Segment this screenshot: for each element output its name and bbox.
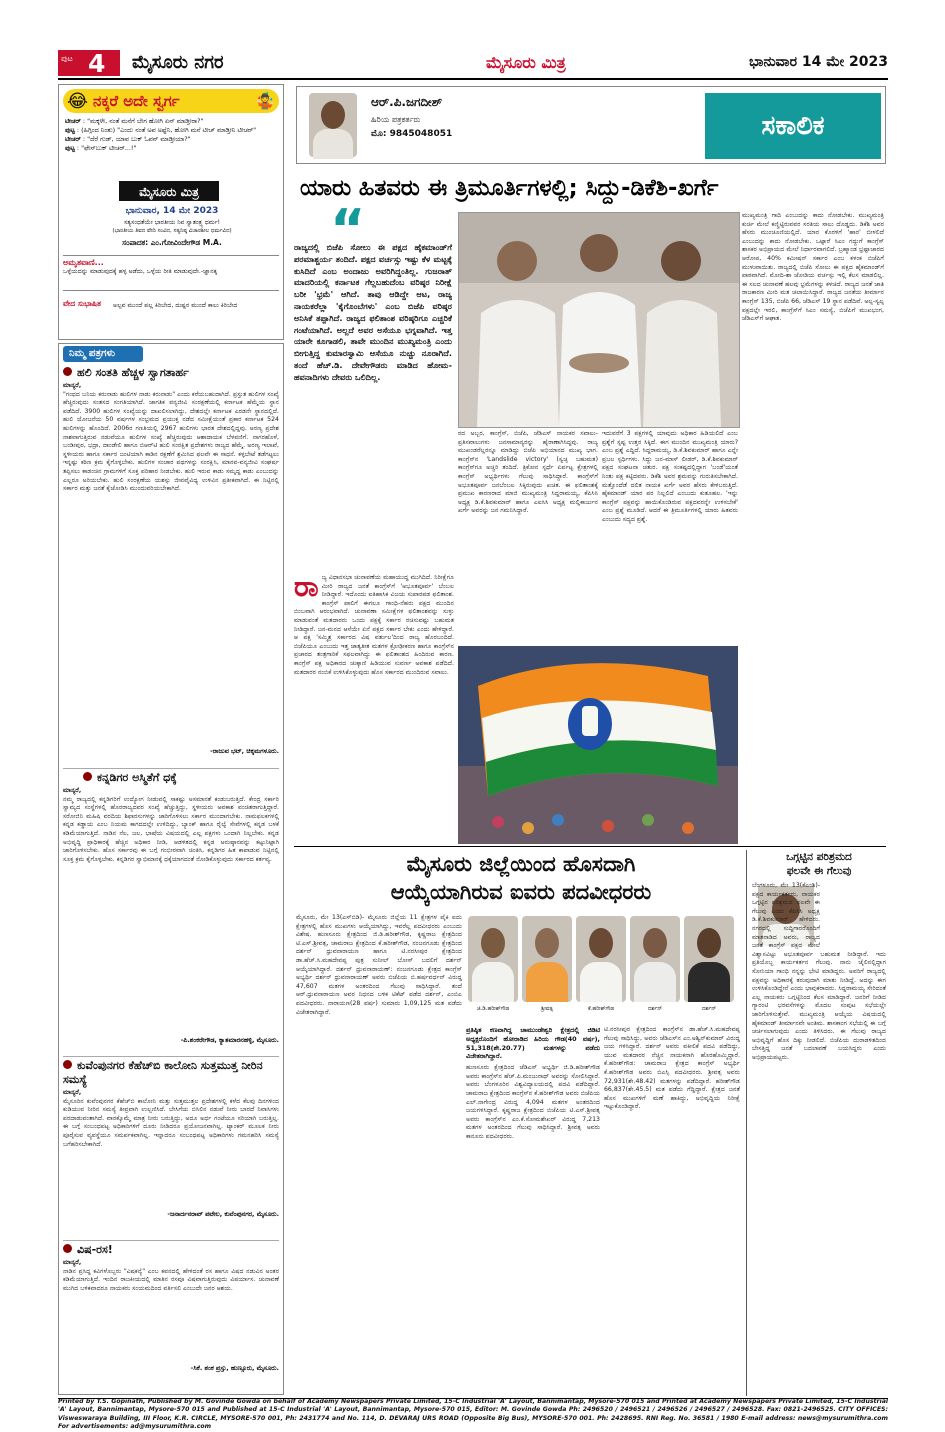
letter <box>63 1056 279 1236</box>
mini-masthead <box>119 181 219 201</box>
dks-headline-line2: ಫಲವೇ ಈ ಗೆಲುವು <box>786 865 852 877</box>
winner-name: ಶ್ರೀವತ್ಸ <box>541 1006 553 1012</box>
letter-signature: -ಪಿ.ಶಂಕರೇಗೌಡ, ಕ್ಯಾತಮಾರನಹಳ್ಳಿ, ಮೈಸೂರು. <box>180 1035 279 1044</box>
dks-story <box>752 850 886 1394</box>
winner-photo <box>522 916 572 1002</box>
election-col1: ಮೈಸೂರು, ಮೇ 13(ಎಸ್‌ಬಿಡಿ)- ಮೈಸೂರು ಜಿಲ್ಲೆಯ 11 ಕ್ಷೇತ್ರಗಳ ಪೈಕಿ ಐದು ಕ್ಷೇತ್ರಗಳಲ್ಲಿ ಹೊಸ ಮುಖಗಳು ಆಯ್ಕೆಯಾಗಿದ್ದು, ಇವರೆಲ್ಲ ಪದವೀಧರರು ಎಂಬುದು ವಿಶೇಷ. ಹುಣಸೂರು ಕ್ಷೇತ್ರದಿಂದ ಜಿ.ಡಿ.ಹರೀಶ್‌ಗೌಡ, ಕೃಷ್ಣರಾಜ ಕ್ಷೇತ್ರದಿಂದ ಟಿ.ಎಸ್.ಶ್ರೀವತ್ಸ, ಚಾಮರಾಜ ಕ್ಷೇತ್ರದಿಂದ ಕೆ.ಹರೀಶ್‌ಗೌಡ, ನಂಜನಗೂಡು ಕ್ಷೇತ್ರದಿಂದ ದರ್ಶನ್ ಧ್ರುವನಾರಾಯಣ ಹಾಗೂ ಟಿ.ನರಸೀಪುರ ಕ್ಷೇತ್ರದಿಂದ ಡಾ.ಹೆಚ್.ಸಿ.ಮಹದೇವಪ್ಪ ಪುತ್ರ ಸುನೀಲ್ ಬೋಸ್ ಬದಲಿಗೆ ದರ್ಶನ್ ಆಯ್ಕೆಯಾಗಿದ್ದಾರೆ. ದರ್ಶನ್ ಧ್ರುವನಾರಾಯಣ್: ನಂಜನಗೂಡು ಕ್ಷೇತ್ರದ ಕಾಂಗ್ರೆಸ್ ಅಭ್ಯರ್ಥಿ ದರ್ಶನ್ ಧ್ರುವನಾರಾಯಣ್ ಅವರು ಬಿಜೆಪಿಯ ಬಿ.ಹರ್ಷವರ್ಧನ್ ವಿರುದ್ಧ 47,607 ಮತಗಳ ಅಂತರದಿಂದ ಗೆಲುವು ಸಾಧಿಸಿದ್ದಾರೆ. ತಂದೆ ಆರ್.ಧ್ರುವನಾರಾಯಣ ಅವರ ನಿಧನದ ಬಳಿಕ ಟಿಕೆಟ್ ಪಡೆದ ದರ್ಶನ್, ಎಂಬಿಎ ಪದವೀಧರರು. ನಾರಾಯಣ(28 ವರ್ಷ) ಸುಮಾರು 1,09,125 ಮತ ಪಡೆದು ವಿಜೇತರಾಗಿದ್ದಾರೆ. <box>296 914 462 1016</box>
page-number-box <box>58 50 120 76</box>
lead-text: ರಾಜ್ಯದಲ್ಲಿ ಬಿಜೆಪಿ ಸೋಲು ಈ ಪಕ್ಷದ ಹೈಕಮಾಂಡ್‌ಗೆ ಪರಮಾಶ್ಚರ್ಯ ತಂದಿದೆ. ಪಕ್ಷದ ವರ್ಚಸ್ಸು ಇಷ್ಟು ಕೆಳ ಮಟ್ಟಕ್ಕೆ ಕುಸಿದಿದೆ ಎಂಬ ಅಂದಾಜು ಅವರಿಗಿದ್ದಂತಿಲ್ಲ. ಗುಜರಾತ್ ಮಾದರಿಯಲ್ಲಿ ಕರ್ನಾಟಕ ಗೆಲ್ಲಬಹುದೆಂಬ ವರಿಷ್ಠರ ನಿರೀಕ್ಷೆ ಬರೀ 'ಭ್ರಮೆ' ಆಗಿದೆ. ತಾವು ಆಡಿದ್ದೇ ಆಟ, ರಾಜ್ಯ ನಾಯಕರೆಲ್ಲಾ 'ಕೈಗೊಂಬೆಗಳು' ಎಂಬ ಬಿಜೆಪಿ ವರಿಷ್ಠರ ಅನಿಸಿಕೆ ತಪ್ಪಾಗಿದೆ. ರಾಜ್ಯದ ಫಲಿತಾಂಶ ವರಿಷ್ಠರಿಗೂ ಎಚ್ಚರಿಕೆ ಗಂಟೆಯಾಗಿದೆ. ಅಲ್ಲದೆ ಅವರ ಅಸೆಯೂ ಭಗ್ನವಾಗಿದೆ. ಇತ್ತ ಯಾರೇ ಕೂಗಾಡಲಿ, ತಾವೇ ಮುಂದಿನ ಮುಖ್ಯಮಂತ್ರಿ ಎಂದು ಬೀಗುತ್ತಿದ್ದ ಕುಮಾರಸ್ವಾಮಿ ಆಸೆಯೂ ನುಚ್ಚು ನೂರಾಗಿದೆ. ತಂದೆ ಹೆಚ್.ಡಿ. ದೇವೇಗೌಡರು ಮಾಡಿದ ಹೋಮ-ಹವನಾದಿಗಳು ದೇವರು ಒಲಿದಿಲ್ಲ. <box>294 242 452 382</box>
mini-line1: ಸತ್ಯಸಂಧತೆಯೇ ಭಾರತೀಯ ನಿವ ಸ್ವಾತಂತ್ರ್ಯ ಧರ್ಮ! <box>123 219 221 226</box>
letter-body: "ಗಂಧದ ಬನಿಯ ಕರುನಾಡು ಹುಲಿಗಳ ನಾಡು ಕರುನಾಡು" ಎಂದು ಕರೆಯಬಹುದಾಗಿದೆ. ಪ್ರಸ್ತುತ ಹುಲಿಗಳ ಸಂಖ್ಯೆ ಹೆಚ್ಚಿರುವುದು ಸಂತಸದ ಸಂಗತಿಯಾಗಿದೆ. ಜಾಗತಿಕ ವನ್ಯಜೀವಿ ಸಂರಕ್ಷಣೆಯಲ್ಲಿ ಕರ್ನಾಟಕ ಹೆಮ್ಮೆಯ ಸ್ಥಾನ ಪಡೆದಿದೆ. 3900 ಹುಲಿಗಳ ಸಂಖ್ಯೆಯನ್ನು ದಾಖಲಿಸಲಾಗಿದ್ದು, ದೇಶದಲ್ಲೇ ಕರ್ನಾಟಕ ಎರಡನೇ ಸ್ಥಾನದಲ್ಲಿದೆ. ಹುಲಿ ಯೋಜನೆಯ 50 ವರ್ಷಗಳ ಸಂಭ್ರಮದ ಪ್ರಯುಕ್ತ ನಡೆದ ಸಮೀಕ್ಷೆಯಂತೆ ಪ್ರಕಾರ ಕರ್ನಾಟಕ 524 ಹುಲಿಗಳನ್ನು ಹೊಂದಿದೆ. 2006ರ ಗಣತಿಯಲ್ಲಿ 2967 ಹುಲಿಗಳು ಭಾರತ ದೇಶದಲ್ಲಿದ್ದವು. ಅರಣ್ಯ ಪ್ರದೇಶ ನಾಶವಾಗುತ್ತಿರುವ ನಡುವೆಯೂ ಹುಲಿಗಳ ಸಂಖ್ಯೆ ಹೆಚ್ಚಿರುವುದು ಆಶಾದಾಯಕ ಬೆಳವಣಿಗೆ. ನಾಗರಹೊಳೆ, ಬಂಡೀಪುರ, ಭದ್ರಾ, ದಾಂಡೇಲಿ ಹಾಗೂ ಬಿಆರ್‌ಟಿ ಹುಲಿ ಸಂರಕ್ಷಿತ ಪ್ರದೇಶಗಳು ರಾಜ್ಯದ ಹೆಮ್ಮೆ. ಅರಣ್ಯ ಇಲಾಖೆ, ಸ್ಥಳೀಯರು ಹಾಗೂ ಸರ್ಕಾರ ಜಂಟಿಯಾಗಿ ಕಾಡಿನ ರಕ್ಷಣೆಗೆ ಶ್ರಮಿಸಿದ ಫಲವೇ ಈ ಸಾಧನೆ. ಕಳ್ಳಬೇಟೆ ತಡೆಗಟ್ಟಲು ಇನ್ನಷ್ಟು ಕಠಿಣ ಕ್ರಮ ಕೈಗೊಳ್ಳಬೇಕು. ಹುಲಿಗಳ ಸಂಚಾರ ಪಥಗಳನ್ನು ಸಂರಕ್ಷಿಸಿ, ಮಾನವ-ವನ್ಯಜೀವಿ ಸಂಘರ್ಷ ತಪ್ಪಿಸಲು ಕಾಡಂಚಿನ ಗ್ರಾಮಗಳಿಗೆ ಸೂಕ್ತ ಪರಿಹಾರ ನೀಡಬೇಕು. ಹುಲಿ ಇರುವ ಕಾಡು ಸಮೃದ್ಧ ಕಾಡು ಎಂಬುದನ್ನು ಎಲ್ಲರೂ ಅರಿಯಬೇಕು. ಹುಲಿ ಸಂರಕ್ಷಣೆಯ ಯಶಸ್ಸು ಜೀವವೈವಿಧ್ಯ ಉಳಿವಿನ ಪ್ರತೀಕವಾಗಿದೆ. ಈ ನಿಟ್ಟಿನಲ್ಲಿ ಸರ್ಕಾರ ಮತ್ತು ಜನತೆ ಕೈಜೋಡಿಸಿ ಮುಂದುವರಿಯಬೇಕಾಗಿದೆ. <box>63 390 279 493</box>
editorial-headline: ಯಾರು ಹಿತವರು ಈ ತ್ರಿಮೂರ್ತಿಗಳಲ್ಲಿ; ಸಿದ್ದು-ಡಿಕೆಶಿ-ಖರ್ಗೆ <box>300 175 719 201</box>
letter-body: ನಮ್ಮ ರಾಜ್ಯದಲ್ಲಿ ಕನ್ನಡಿಗರಿಗೆ ಉದ್ಯೋಗ ನೀಡುವಲ್ಲಿ ಸಾಕಷ್ಟು ಅಸಮಾನತೆ ಕಂಡುಬರುತ್ತಿದೆ. ಕೇಂದ್ರ ಸರ್ಕಾರಿ ಸ್ವಾಮ್ಯದ ಸಂಸ್ಥೆಗಳಲ್ಲಿ ಹೊರರಾಜ್ಯದವರ ಸಂಖ್ಯೆ ಹೆಚ್ಚುತ್ತಿದ್ದು, ಸ್ಥಳೀಯರು ಅವಕಾಶ ವಂಚಿತರಾಗುತ್ತಿದ್ದಾರೆ. ಸರೋಜಿನಿ ಮಹಿಷಿ ವರದಿಯ ಶಿಫಾರಸುಗಳನ್ನು ಜಾರಿಗೊಳಿಸಲು ಸರ್ಕಾರ ಮುಂದಾಗಬೇಕು. ನಾಮಫಲಕಗಳಲ್ಲಿ ಕನ್ನಡ ಕಡ್ಡಾಯ ಎಂಬ ನಿಯಮ ಕಾಗದದಲ್ಲೇ ಉಳಿದಿದ್ದು, ಬ್ಯಾಂಕ್ ಹಾಗೂ ರೈಲ್ವೆ ಸೇವೆಗಳಲ್ಲಿ ಕನ್ನಡ ಬಳಕೆ ಕಡಿಮೆಯಾಗುತ್ತಿದೆ. ನಾಡಿನ ನೆಲ, ಜಲ, ಭಾಷೆಯ ವಿಷಯದಲ್ಲಿ ಎಲ್ಲ ಪಕ್ಷಗಳು ಒಂದಾಗಿ ನಿಲ್ಲಬೇಕು. ಕನ್ನಡ ಅಭಿವೃದ್ಧಿ ಪ್ರಾಧಿಕಾರಕ್ಕೆ ಹೆಚ್ಚಿನ ಅಧಿಕಾರ ನೀಡಿ, ಆಡಳಿತದಲ್ಲಿ ಕನ್ನಡ ಅನುಷ್ಠಾನವನ್ನು ಕಟ್ಟುನಿಟ್ಟಾಗಿ ಜಾರಿಗೊಳಿಸಬೇಕು. ಹೊಸ ಸರ್ಕಾರವು ಈ ಬಗ್ಗೆ ಗಂಭೀರವಾಗಿ ಚಿಂತಿಸಿ, ಕನ್ನಡಿಗರ ಹಿತ ಕಾಪಾಡುವ ನಿಟ್ಟಿನಲ್ಲಿ ಸೂಕ್ತ ಕ್ರಮ ಕೈಗೊಳ್ಳಬೇಕು. ಕನ್ನಡಿಗರ ಸ್ವಾಭಿಮಾನಕ್ಕೆ ಧಕ್ಕೆಯಾಗದಂತೆ ನೋಡಿಕೊಳ್ಳುವುದು ಸರ್ಕಾರದ ಕರ್ತವ್ಯ. <box>63 795 279 863</box>
mini-line2: (ಭಾರತೀಯ ತಿವದ ವೇದಿ ಸಂವಿದ, ಸತ್ಯನಿಷ್ಠ ವಿಚಾರಶೀಲ ಧರ್ಮವಿದ) <box>112 228 232 234</box>
letters-heading <box>63 346 143 362</box>
page-label: ಪುಟ <box>61 54 73 63</box>
winner-name: ಕೆ.ಹರೀಶ್‌ಗೌಡ <box>587 1006 615 1012</box>
bullet-icon <box>63 1060 72 1069</box>
veda-box <box>63 297 279 333</box>
election-headline-line1: ಮೈಸೂರು ಜಿಲ್ಲೆಯಿಂದ ಹೊಸದಾಗಿ <box>406 852 636 876</box>
author-name: ಆರ್.ಪಿ.ಜಗದೀಶ್ <box>371 95 443 109</box>
winner-photo <box>576 916 626 1002</box>
letters-section <box>58 343 284 1395</box>
author-photo <box>309 93 357 157</box>
letter-title: ಕನ್ನಡಿಗರ ಅಸ್ಮಿತೆಗೆ ಧಕ್ಕೆ <box>63 771 279 785</box>
bullet-icon <box>63 1244 72 1253</box>
election-col2 <box>466 1026 600 1392</box>
editor-line: ಸಂಪಾದಕ: ಎಂ.ಗೋವಿಂದೇಗೌಡ M.A. <box>122 238 222 247</box>
author-phone: ಮೊ: 9845048051 <box>371 129 453 139</box>
author-role: ಹಿರಿಯ ಪತ್ರಕರ್ತರು <box>371 115 421 124</box>
winner-photo <box>630 916 680 1002</box>
header-rule <box>58 78 888 80</box>
winner-photo <box>468 916 518 1002</box>
editorial-lead <box>290 198 456 570</box>
editorial-col1-text: ಜ್ಯ ವಿಧಾನಸಭಾ ಚುನಾವಣೆಯ ಮಹಾಯುದ್ಧ ಮುಗಿದಿದೆ. ನಿರೀಕ್ಷೆಗೂ ಮೀರಿ ರಾಜ್ಯದ ಜನತೆ ಕಾಂಗ್ರೆಸ್‌ಗೆ 'ಅಭೂತಪೂರ್ವ' ಬೆಂಬಲ ನೀಡಿದ್ದಾರೆ. ಇದೊಂದು ಐತಿಹಾಸಿಕ ವಿಜಯ ಸುಪಾರಪಡ ಫಲಿತಾಂಶ. ಕಾಂಗ್ರೆಸ್ ಪಾಲಿಗೆ ಈಗಲೂ ಗಾಂಧಿ-ನೆಹರು ಪಕ್ಷದ ಮುಂದಿನ ಬಿಂಬವಾಗಿ ಆರಂಭವಾಗಿದೆ. ಚುನಾವಣಾ ಸಮೀಕ್ಷೆಗಳ ಫಲಿತಾಂಶವನ್ನು ಸುಳ್ಳು ಮಾಡುವಂತೆ ಮತದಾರರು ಒಂದು ಪಕ್ಷಕ್ಕೆ ಸರ್ಕಾರ ರಚಿಸುವಷ್ಟು ಬಹುಮತ ನೀಡಿದ್ದಾರೆ. ಜನ-ಮನದ ಆಸೆಯೇ ಏನೆ ಪಕ್ಷದ ಸರ್ಕಾರ ಬೇಕು ಎಂದು ಹೇಳಿದ್ದಾರೆ. ಆ ಪಕ್ಷ 'ಸಮ್ಮಿಶ್ರ ಸರ್ಕಾರದ ವಿಷ ವರ್ತುಲ'ದಿಂದ ರಾಜ್ಯ ಹೊರಬಂದಿದೆ. ಬಿಜೆಪಿಯೂ ಎಂಬುದು ಇತ್ತ ಜಾತ್ಯತೀತ ಮತಗಳ ಕ್ರೋಢೀಕರಣ ಹಾಗೂ ಕಾಂಗ್ರೆಸ್‌ನ ಪ್ರಚಾರದ ತಂತ್ರಗಾರಿಕೆ ಸಫಲವಾಗಿದ್ದು ಈ ಫಲಿತಾಂಶದ ಹಿಂದಿರುವ ಕಾರಣ. ಕಾಂಗ್ರೆಸ್ ಪಕ್ಷ ಅಧಿಕಾರದ ಚುಕ್ಕಾಣಿ ಹಿಡಿಯುವ ಸುವರ್ಣ ಅವಕಾಶ ಪಡೆದಿದೆ. ಮತದಾರರ ನಂಬಿಕೆ ಉಳಿಸಿಕೊಳ್ಳುವುದು ಹೊಸ ಸರ್ಕಾರದ ಮುಂದಿರುವ ಸವಾಲು. <box>294 574 454 676</box>
letter-body: ಮೈಸೂರಿನ ಕುವೆಂಪುನಗರ ಕೆಹೆಚ್‌ಬಿ ಕಾಲೋನಿ ಮತ್ತು ಸುತ್ತಮುತ್ತಲ ಪ್ರದೇಶಗಳಲ್ಲಿ ಕಳೆದ ಕೆಲವು ದಿನಗಳಿಂದ ಕುಡಿಯುವ ನೀರಿನ ಸಮಸ್ಯೆ ತೀವ್ರವಾಗಿ ಉಲ್ಬಣಿಸಿದೆ. ಬೇಸಿಗೆಯ ಬಿಸಿಲಿನ ನಡುವೆ ನೀರು ಬಾರದೆ ನಿವಾಸಿಗಳು ಪರದಾಡುವಂತಾಗಿದೆ. ವಾರಕ್ಕೊಮ್ಮೆ ಮಾತ್ರ ನೀರು ಬರುತ್ತಿದ್ದು, ಅದೂ ಅರ್ಧ ಗಂಟೆಯೂ ಸರಿಯಾಗಿ ಬರುತ್ತಿಲ್ಲ. ಈ ಬಗ್ಗೆ ಸಂಬಂಧಪಟ್ಟ ಅಧಿಕಾರಿಗಳಿಗೆ ದೂರು ನೀಡಿದರೂ ಪ್ರಯೋಜನವಾಗಿಲ್ಲ. ಟ್ಯಾಂಕರ್ ಮೂಲಕ ನೀರು ಪೂರೈಸುವ ವ್ಯವಸ್ಥೆಯೂ ಸಮರ್ಪಕವಾಗಿಲ್ಲ. ಇನ್ನಾದರೂ ಸಂಬಂಧಪಟ್ಟ ಅಧಿಕಾರಿಗಳು ಗಮನಹರಿಸಿ ಸಮಸ್ಯೆ ಬಗೆಹರಿಸಬೇಕಾಗಿದೆ. <box>63 1097 279 1148</box>
section-title: ಮೈಸೂರು ನಗರ <box>132 52 224 73</box>
joke-line: ಪುಟ್ಟ : "ಫೇಸ್‌ಬುಕ್ ಟೀಚರ್...!" <box>65 144 137 152</box>
letter <box>63 1240 279 1390</box>
page-header <box>58 50 888 76</box>
joke-line: ಟೀಚರ್ : "ಮಕ್ಕಳೇ, ನಂತೆ ಮನೆಗೆ ಬೇಗ ಹೋಗಿ ಏನ್ ಮಾಡ್ತೀರಾ?" <box>65 117 204 125</box>
masthead: ಮೈಸೂರು ಮಿತ್ರ <box>486 53 566 72</box>
letter-title: ಕುವೆಂಪುನಗರ ಕೆಹೆಚ್‌ಬಿ ಕಾಲೋನಿ ಸುತ್ತಮುತ್ತ ನೀರಿನ ಸಮಸ್ಯೆ <box>63 1059 263 1086</box>
quote-box <box>63 255 279 291</box>
humor-title: ನಕ್ಕರೆ ಅದೇ ಸ್ವರ್ಗ <box>93 92 180 110</box>
winner-photo <box>684 916 734 1002</box>
column-name: ಸಕಾಲಿಕ <box>761 111 825 141</box>
election-headline <box>296 850 746 910</box>
mini-date: ಭಾನುವಾರ, 14 ಮೇ 2023 <box>125 206 219 216</box>
mini-masthead-text: ಮೈಸೂರು ಮಿತ್ರ <box>139 185 199 199</box>
imprint: Printed by T.S. Gopinath, Published by M. Govinde Gowda on behalf of Academy Newspapers Private Limited, 15-C Industrial 'A' Layout, Bannimantap, Mysore-570 015 and Printed at Academy Newspapers Private Limited, 15-C Industrial 'A' Layout, Bannimantap, Mysore-570 015 and Published at 15-C Industrial 'A' Layout, Bannimantap, Mysore-570 015, Editor: M. Govinde Gowda Ph: 2496520 / 2496521 / 2496526 / 2496527 / 2496528. Fax: 0821-2496525. CITY OFFICES: Visweswaraya Building, III Floor, K.R. CIRCLE, MYSORE-570 001, Ph: 2431774 and No. 114, D. DEVARAJ URS ROAD (Opposite Big Bus), MYSORE-570 001. Ph: 2428695. RNI Reg. No. 36581 / 1980 E-mail address: news@mysurumithra.com For advertisements: ad@mysurumithra.com <box>58 1398 888 1431</box>
letter-salutation: ಮಾನ್ಯರೆ, <box>63 787 82 794</box>
winners-strip <box>466 914 740 1022</box>
letter-signature: -ಸಿಕೆ. ಶಂಕ ಪ್ರಸ್ತು, ಹುಣ್ಸೂರು, ಮೈಸೂರು. <box>190 1363 279 1372</box>
quote-title: ಅಮೃತವಾಣಿ... <box>63 258 104 267</box>
congress-flag-art <box>458 646 738 844</box>
column-divider <box>746 850 747 1396</box>
leaders-photo-art <box>459 213 739 427</box>
letter-title: ವಿಷ-ರಸ! <box>63 1243 279 1257</box>
winner-name: ಜಿ.ಡಿ.ಹರೀಶ್‌ಗೌಡ <box>476 1006 510 1012</box>
veda-text: ಅಲ್ಪವ ಮುಂದೆ ಪಲ್ಲ ಕಿರಿಬೇದ, ದುಷ್ಟರ ಮುಂದೆ ಕಾಲು ಕಿರಿಬೇದ <box>113 302 238 309</box>
editorial-col2: ರದ ಅಬ್ಬರ, ಕಾಂಗ್ರೆಸ್, ಬಿಜೆಪಿ, ಜೆಡಿಎಸ್ ನಾಯಕರ ಸವಾಲು-ಪ್ರತಿಸವಾಲುಗಳು ಜನಸಾಮಾನ್ಯರನ್ನು ಹೈರಾಣಾಗಿಸಿದ್ದವು. ರಾಜ್ಯ ಮುಖಂಡರೆಲ್ಲರನ್ನೂ ಮಾಡಿದ್ದು ಬಿಜೆಪಿ ಅಭಿಯಾನದ ಮುಖ್ಯ ಭಾಗ. ಕಾಂಗ್ರೆಸ್‌ನ 'Landslide victory' (ಸ್ವಚ್ಛ ಬಹುಮತ) ಕಾಂಗ್ರೆಸ್‌ಗೂ ಅಚ್ಚರಿ ತಂದಿದೆ. ತ್ರಿಕೋನ ಸ್ಪರ್ಧೆ ಏರ್ಪಟ್ಟ ಕ್ಷೇತ್ರಗಳಲ್ಲಿ ಕಾಂಗ್ರೆಸ್ ಅಭ್ಯರ್ಥಿಗಳು ಗೆಲುವು ಸಾಧಿಸಿದ್ದಾರೆ. ಕಾಂಗ್ರೆಸ್‌ಗೆ ಅಭೂತಪೂರ್ವ ಜನಬೆಂಬಲ ಸಿಕ್ಕಿರುವುದು ಖಚಿತ. ಈ ಫಲಿತಾಂಶಕ್ಕೆ ಪ್ರಮುಖ ಕಾರಣರಾದ ಮಾಜಿ ಮುಖ್ಯಮಂತ್ರಿ ಸಿದ್ದರಾಮಯ್ಯ, ಕೆಪಿಸಿಸಿ ಅಧ್ಯಕ್ಷ ಡಿ.ಕೆ.ಶಿವಕುಮಾರ್ ಹಾಗೂ ಎಐಸಿಸಿ ಅಧ್ಯಕ್ಷ ಮಲ್ಲಿಕಾರ್ಜುನ ಖರ್ಗೆ ಅವರನ್ನು ಜನ ಗಮನಿಸಿದ್ದಾರೆ. <box>458 430 598 515</box>
letter-signature: -ರಾಜುವ ಭಟ್, ಚಿಕ್ಕಮಗಳೂರು. <box>210 746 279 755</box>
election-col2-text: ಹುಣಸೂರು ಕ್ಷೇತ್ರದಿಂದ ಜೆಡಿಎಸ್ ಅಭ್ಯರ್ಥಿ ಜಿ.ಡಿ.ಹರೀಶ್‌ಗೌಡ ಅವರು ಕಾಂಗ್ರೆಸ್‌ನ ಹೆಚ್.ಪಿ.ಮಂಜುನಾಥ್ ಅವರನ್ನು ಸೋಲಿಸಿದ್ದಾರೆ. ಅವರು ಬೆಂಗಳೂರಿನ ವಿಶ್ವವಿದ್ಯಾಲಯದಲ್ಲಿ ಪದವಿ ಪಡೆದಿದ್ದಾರೆ. ಚಾಮರಾಜ ಕ್ಷೇತ್ರದಿಂದ ಕಾಂಗ್ರೆಸ್‌ನ ಕೆ.ಹರೀಶ್‌ಗೌಡ ಅವರು ಬಿಜೆಪಿಯ ಎಲ್.ನಾಗೇಂದ್ರ ವಿರುದ್ಧ 4,094 ಮತಗಳ ಅಂತರದಿಂದ ಜಯಗಳಿಸಿದ್ದಾರೆ. ಕೃಷ್ಣರಾಜ ಕ್ಷೇತ್ರದಿಂದ ಬಿಜೆಪಿಯ ಟಿ.ಎಸ್.ಶ್ರೀವತ್ಸ ಅವರು ಕಾಂಗ್ರೆಸ್‌ನ ಎಂ.ಕೆ.ಸೋಮಶೇಖರ್ ವಿರುದ್ಧ 7,213 ಮತಗಳ ಅಂತರದಿಂದ ಗೆಲುವು ಸಾಧಿಸಿದ್ದಾರೆ. ಶ್ರೀವತ್ಸ ಅವರು ಕಾನೂನು ಪದವೀಧರರು. <box>466 1064 600 1140</box>
dks-body: ಬೆಂಗಳೂರು, ಮೇ 13(ಕೆಎಂಶಿ)- ಪಕ್ಷದ ಕಾರ್ಯಕರ್ತರು, ನಾಯಕರ ಒಗ್ಗಟ್ಟಿನ ಪರಿಶ್ರಮದ ಫಲವೇ ಈ ಗೆಲುವು ಎಂದು ಕೆಪಿಸಿಸಿ ಅಧ್ಯಕ್ಷ ಡಿ.ಕೆ.ಶಿವಕುಮಾರ್ ಹೇಳಿದರು. ನಗರದಲ್ಲಿ ಸುದ್ದಿಗಾರರೊಂದಿಗೆ ಮಾತನಾಡಿದ ಅವರು, ರಾಜ್ಯದ ಜನತೆ ಕಾಂಗ್ರೆಸ್ ಪಕ್ಷದ ಮೇಲೆ ವಿಶ್ವಾಸವಿಟ್ಟು ಅಭೂತಪೂರ್ವ ಬಹುಮತ ನೀಡಿದ್ದಾರೆ. ಇದು ಪ್ರತಿಯೊಬ್ಬ ಕಾರ್ಯಕರ್ತನ ಗೆಲುವು. ನಾನು ಜೈಲಿನಲ್ಲಿದ್ದಾಗ ಸೋನಿಯಾ ಗಾಂಧಿ ನನ್ನನ್ನು ಭೇಟಿ ಮಾಡಿದ್ದರು. ಅವರಿಗೆ ರಾಜ್ಯದಲ್ಲಿ ಪಕ್ಷವನ್ನು ಅಧಿಕಾರಕ್ಕೆ ತರುವುದಾಗಿ ಮಾತು ನೀಡಿದ್ದೆ. ಅದನ್ನು ಈಗ ಉಳಿಸಿಕೊಂಡಿದ್ದೇನೆ ಎಂದು ಭಾವುಕರಾದರು. ಸಿದ್ದರಾಮಯ್ಯ ಸೇರಿದಂತೆ ಎಲ್ಲ ನಾಯಕರು ಒಗ್ಗಟ್ಟಿನಿಂದ ಕೆಲಸ ಮಾಡಿದ್ದಾರೆ. ಜನರಿಗೆ ನೀಡಿದ ಗ್ಯಾರಂಟಿ ಭರವಸೆಗಳನ್ನು ಮೊದಲ ಸಂಪುಟ ಸಭೆಯಲ್ಲೇ ಜಾರಿಗೊಳಿಸುತ್ತೇವೆ. ಮುಖ್ಯಮಂತ್ರಿ ಆಯ್ಕೆಯ ವಿಷಯದಲ್ಲಿ ಹೈಕಮಾಂಡ್ ತೀರ್ಮಾನವೇ ಅಂತಿಮ. ಶಾಸಕಾಂಗ ಸಭೆಯಲ್ಲಿ ಈ ಬಗ್ಗೆ ಚರ್ಚಿಸಲಾಗುವುದು ಎಂದು ತಿಳಿಸಿದರು. ಈ ಗೆಲುವು ರಾಜ್ಯದ ಅಭಿವೃದ್ಧಿಗೆ ಹೊಸ ದಿಕ್ಕು ನೀಡಲಿದೆ. ಬಿಜೆಪಿಯ ದುರಾಡಳಿತದಿಂದ ಬೇಸತ್ತಿದ್ದ ಜನತೆ ಬದಲಾವಣೆ ಬಯಸಿದ್ದರು ಎಂದು ಅಭಿಪ್ರಾಯಪಟ್ಟರು. <box>752 882 886 1061</box>
letter-salutation: ಮಾನ್ಯರೆ, <box>63 1089 82 1096</box>
editorial-col1 <box>294 570 454 844</box>
quote-mark: “ <box>330 198 366 261</box>
cartoon-icon: 🤹 <box>255 91 275 110</box>
quote-text: ಒಳ್ಳೆಯದನ್ನು ಮಾಡುವುದಕ್ಕೆ ಹಳ್ಳ ಅಡೆದು, ಒಳ್ಳೆಯ ರೀತಿ ಮಾಡುವುದೇ.-ಜ್ಞಾನಕ್ಕ <box>63 268 218 275</box>
election-col3: ಟಿ.ನರಸೀಪುರ ಕ್ಷೇತ್ರದಿಂದ ಕಾಂಗ್ರೆಸ್‌ನ ಡಾ.ಹೆಚ್.ಸಿ.ಮಹದೇವಪ್ಪ ಗೆಲುವು ಸಾಧಿಸಿದ್ದು, ಅವರು ಜೆಡಿಎಸ್‌ನ ಎಂ.ಅಶ್ವಿನ್‌ಕುಮಾರ್ ವಿರುದ್ಧ ಜಯ ಗಳಿಸಿದ್ದಾರೆ. ದರ್ಶನ್ ಅವರು ವಕೀಲಿಕೆ ಪದವಿ ಪಡೆದಿದ್ದು, ಯುವ ಮತದಾರರ ನೆಚ್ಚಿನ ನಾಯಕನಾಗಿ ಹೊರಹೊಮ್ಮಿದ್ದಾರೆ. ಕೆ.ಹರೀಶ್‌ಗೌಡ: ಚಾಮರಾಜ ಕ್ಷೇತ್ರದ ಕಾಂಗ್ರೆಸ್ ಅಭ್ಯರ್ಥಿ ಕೆ.ಹರೀಶ್‌ಗೌಡ ಅವರು ಬಿಎಸ್ಸಿ ಪದವೀಧರರು. ಶ್ರೀವತ್ಸ ಅವರು 72,931(ಶೇ.48.42) ಮತಗಳನ್ನು ಪಡೆದಿದ್ದಾರೆ. ಹರೀಶ್‌ಗೌಡ 66,837(ಶೇ.45.5) ಮತ ಪಡೆದು ಗೆದ್ದಿದ್ದಾರೆ. ಕ್ಷೇತ್ರದ ಜನತೆ ಹೊಸ ಮುಖಗಳಿಗೆ ಮಣೆ ಹಾಕಿದ್ದು, ಅಭಿವೃದ್ಧಿಯ ನಿರೀಕ್ಷೆ ಇಟ್ಟುಕೊಂಡಿದ್ದಾರೆ. <box>604 1026 740 1111</box>
letter-title: ಹಲಿ ಸಂತತಿ ಹೆಚ್ಚಳ ಸ್ವಾಗತಾರ್ಹ <box>63 366 279 380</box>
bullet-icon <box>63 367 72 376</box>
letter-body: ನಾಡಿನ ಪ್ರಸಿದ್ಧ ಕವಿಗಳೊಬ್ಬರು "ವಿಷಕನ್ಯೆ" ಎಂಬ ಕವನದಲ್ಲಿ ಹೇಳಿದಂತೆ ರಸ ಹಾಗೂ ವಿಷದ ನಡುವಿನ ಅಂತರ ಕಡಿಮೆಯಾಗುತ್ತಿದೆ. ಇಂದಿನ ರಾಜಕೀಯದಲ್ಲಿ ಮಾತಿನ ರಸವೂ ವಿಷವಾಗುತ್ತಿರುವುದು ವಿಪರ್ಯಾಸ. ಚುನಾವಣೆ ಮುಗಿದ ಬಳಿಕವಾದರೂ ನಾಯಕರು ಸಂಯಮದಿಂದ ವರ್ತಿಸಲಿ ಎಂಬುದೇ ಜನರ ಆಶಯ. <box>63 1267 279 1292</box>
header-date: ಭಾನುವಾರ 14 ಮೇ 2023 <box>748 54 888 70</box>
veda-title: ವೇದ ಸುಭಾಷಿತ <box>63 299 101 308</box>
imprint-block <box>58 1398 888 1422</box>
column-name-box <box>705 93 881 159</box>
laughing-face-icon: 😂 <box>67 91 89 112</box>
election-col2-lead: ಪ್ರತಿಷ್ಠಿತ ಕಣವಾಗಿದ್ದ ಚಾಮುಂಡೇಶ್ವರಿ ಕ್ಷೇತ್ರದಲ್ಲಿ ಜಿಡಿಟಿ ಅಧ್ಯಕ್ಷರೊಂದಿಗೆ ಹೋರಾಡಿದ ಹಿರಿಯ ಗೌಡ(40 ವರ್ಷ), 51,318(ಶೇ.20.77) ಮತಗಳನ್ನು ಪಡೆದು ವಿಜೇತರಾಗಿದ್ದಾರೆ. <box>466 1026 600 1061</box>
letters-heading-text: ನಿಮ್ಮ ಪತ್ರಗಳು <box>69 348 116 359</box>
letter-salutation: ಮಾನ್ಯರೆ, <box>63 1259 82 1266</box>
joke-line: ಪುಟ್ಟ : (ಹಿಗ್ಗಿಂದ ನಿಂತು) "ಎಂದು ನಂತೆ ಅಪ ಅಷ್ಟೆನಿ, ಹೋಗಿ ಮನೆ ಟೀಚ್ ಮಾಡ್ತೀನಿ ಟೀಚರ್" <box>65 126 257 134</box>
joke-list <box>65 117 279 153</box>
humor-box <box>58 84 284 340</box>
winner-name: ದರ್ಶನ್ <box>647 1006 663 1012</box>
editorial-bottom-rule <box>294 846 886 847</box>
bullet-icon <box>83 772 92 781</box>
editorial-byline <box>296 86 886 164</box>
winner-name: ದರ್ಶನ್ <box>701 1006 717 1012</box>
congress-flag-photo <box>458 646 738 844</box>
editorial-col4: ಮುಖ್ಯಮಂತ್ರಿ ಗಾದಿ ಎಂಬುದನ್ನು ಕಾದು ನೋಡಬೇಕು. ಮುಖ್ಯಮಂತ್ರಿ ಕುರ್ಚಿ ಮೇಲೆ ಕಣ್ಣಿಟ್ಟಿರುವವರ ಸರತಿಯ ಸಾಲು ದೊಡ್ಡದು. ಡಿಕೆಶಿ ಅವರ ಹೆಸರು ಮುಂಚೂಣಿಯಲ್ಲಿದೆ. ಯಾರ ಕೊರಳಿಗೆ 'ಹಾರ' ಬೀಳಲಿದೆ ಎಂಬುದನ್ನು ಕಾದು ನೋಡಬೇಕು. ಒಟ್ಟಾರೆ ಸಿಎಂ ಗದ್ದುಗೆ ಕಾಂಗ್ರೆಸ್ ಶಾಸಕರ ಅಭಿಪ್ರಾಯದ ಮೇಲೆ ನಿರ್ಧಾರವಾಗಲಿದೆ. ಬ್ರಹ್ಮಾಂಡ ಭ್ರಷ್ಟಾಚಾರದ ಆರೋಪ, 40% ಕಮೀಷನ್ ಸರ್ಕಾರ ಎಂಬ ಕಳಂಕ ಬಿಜೆಪಿಗೆ ಮುಳುವಾಯಿತು. ರಾಜ್ಯದಲ್ಲಿ ಬಿಜೆಪಿ ಸೋಲು ಈ ಪಕ್ಷದ ಹೈಕಮಾಂಡ್‌ಗೆ ಪಾಠವಾಗಿದೆ. ಮೋದಿ-ಶಾ ಜೋಡಿಯ ವರ್ಚಸ್ಸು ಇಲ್ಲಿ ಕೆಲಸ ಮಾಡಲಿಲ್ಲ. ಈ ಸಲದ ಚುನಾವಣೆ ಹಲವು ಭ್ರಮೆಗಳನ್ನು ಕಳಚಿದೆ. ರಾಜ್ಯದ ಜನತೆ ಜಾತಿ ರಾಜಕಾರಣ ಮೀರಿ ಮತ ಚಲಾಯಿಸಿದ್ದಾರೆ. ರಾಜ್ಯದ ಜನತೆಯ ತೀರ್ಮಾನ ಕಾಂಗ್ರೆಸ್ 135, ಬಿಜೆಪಿ 66, ಜೆಡಿಎಸ್ 19 ಸ್ಥಾನ ಪಡೆದಿವೆ. ಅಲ್ಪ-ಸ್ವಲ್ಪ ಪಕ್ಷದಲ್ಲೇ ಇರಲಿ, ಕಾಂಗ್ರೆಸ್‌ಗೆ ಸಿಎಂ ಸಮಸ್ಯೆ, ಬಿಜೆಪಿಗೆ ಮುಖಭಂಗ, ಜೆಡಿಎಸ್‌ಗೆ ಆಘಾತ. <box>742 212 884 323</box>
letter <box>63 768 279 1052</box>
leaders-photo <box>458 212 740 428</box>
election-headline-line2: ಆಯ್ಕೆಯಾಗಿರುವ ಐವರು ಪದವೀಧರರು <box>390 880 652 904</box>
letter-salutation: ಮಾನ್ಯರೆ, <box>63 382 82 389</box>
humor-title-bar <box>63 89 279 113</box>
page-number: 4 <box>88 49 106 78</box>
dks-headline-line1: ಒಗ್ಗಟ್ಟಿನ ಪರಿಶ್ರಮದ <box>786 851 852 863</box>
editorial-col3: ಇದುವರೆಗೆ 3 ಪಕ್ಷಗಳಲ್ಲಿ ಯಾವುದು ಅಧಿಕಾರ ಹಿಡಿಯಲಿದೆ ಎಂಬ ಪ್ರಶ್ನೆಗೆ ಸ್ಪಷ್ಟ ಉತ್ತರ ಸಿಕ್ಕಿದೆ. ಈಗ ಮುಂದಿನ ಮುಖ್ಯಮಂತ್ರಿ ಯಾರು? ಎಂಬ ಪ್ರಶ್ನೆ ಎದ್ದಿದೆ. ಸಿದ್ದರಾಮಯ್ಯ, ಡಿ.ಕೆ.ಶಿವಕುಮಾರ್ ಹಾಗೂ ಎನ್ನೇ ಪ್ರಬಲ ಸ್ಪರ್ಧಿಗಳು. ಸಿದ್ದು ಜನ-ಮಾಸ್ ಲೀಡರ್, ಡಿ.ಕೆ.ಶಿವಕುಮಾರ್ ಪಕ್ಷದ ಸಂಘಟನಾ ಚತುರ. ಪಕ್ಷ ಸಂಕಷ್ಟದಲ್ಲಿದ್ದಾಗ 'ಬಂಡೆ'ಯಂತೆ ನಿಂತು ಪಕ್ಷ ಕಟ್ಟಿದವರು. ಡಿಕೆಶಿ ಅವರ ಶ್ರಮವನ್ನು ಗುರುತಿಸಬೇಕಾಗಿದೆ. ಮತ್ತೊಂದೆಡೆ ದಲಿತ ನಾಯಕ ಖರ್ಗೆ ಅವರ ಹೆಸರು ಕೇಳಿಬರುತ್ತಿದೆ. ಹೈಕಮಾಂಡ್ ಯಾರ ಪರ ನಿಲ್ಲಲಿದೆ ಎಂಬುದು ಕುತೂಹಲ. 'ಇನ್ನು ಕಾಂಗ್ರೆಸ್ ಪಕ್ಷವನ್ನು ಹಾಯಿಕೊಂಡಿರುವ ಪಕ್ಷದವರನ್ನೇ ಉಳಿಸಬೇಕೆ' ಎಂಬ ಪ್ರಶ್ನೆ ಮೂಡಿದೆ. ಆದರೆ ಈ ತ್ರಿಮೂರ್ತಿಗಳಲ್ಲಿ ಯಾರು ಹಿತವರು ಎಂಬುದು ಸದ್ಯದ ಪ್ರಶ್ನೆ. <box>602 430 738 523</box>
drop-cap: ರಾ <box>294 570 319 603</box>
letter <box>63 366 279 764</box>
joke-line: ಟೀಚರ್ : "ದೆರೆ ಗುಡ್, ಯಾವ ಬುಕ್ ಓಪನ್ ಮಾಡ್ತೀಯಾ?" <box>65 135 191 143</box>
letter-signature: -ಜನಾರ್ದನರಾವ್ ಪಟೇಲ, ಕುವೆಂಪುನಗರ, ಮೈಸೂರು. <box>167 1209 279 1218</box>
